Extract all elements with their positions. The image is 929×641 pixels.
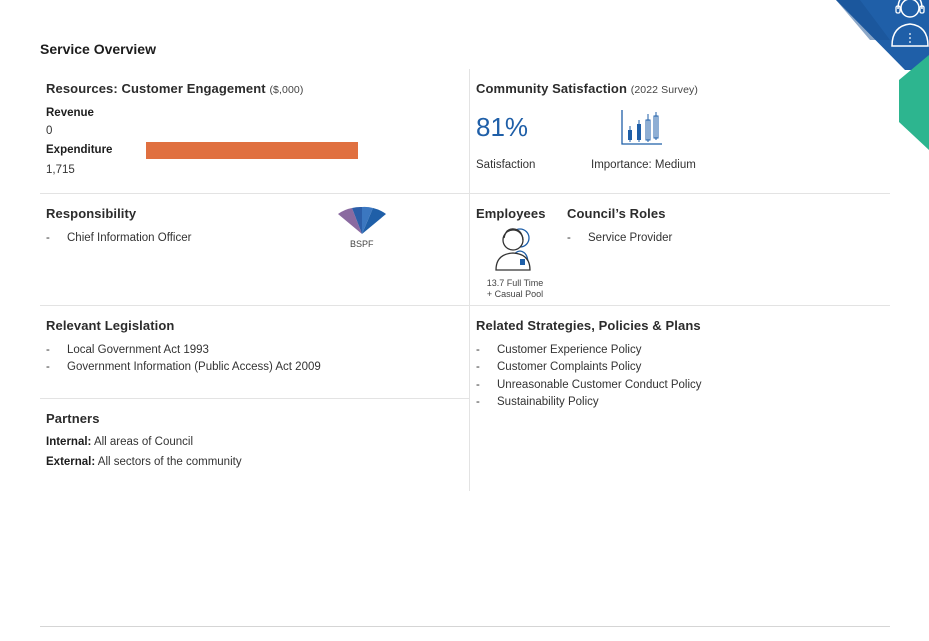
strategies-title: Related Strategies, Policies & Plans (476, 318, 701, 333)
candlestick-chart-icon (620, 108, 664, 146)
bspf-fan-icon (336, 206, 388, 238)
roles-title: Council’s Roles (567, 206, 666, 221)
employees-title: Employees (476, 206, 546, 221)
employee-icon (494, 224, 542, 272)
employees-caption: 13.7 Full Time + Casual Pool (486, 278, 544, 299)
page-title: Service Overview (40, 41, 156, 57)
column-divider (469, 69, 470, 491)
customer-service-icon (888, 0, 929, 50)
row-divider (40, 193, 890, 194)
footer-divider (40, 626, 890, 627)
expenditure-bar (146, 142, 358, 159)
expenditure-value: 1,715 (46, 164, 75, 176)
revenue-label: Revenue (46, 107, 94, 119)
partners-title: Partners (46, 411, 100, 426)
survey-year: (2022 Survey) (630, 84, 698, 96)
partners-internal: Internal: All areas of Council (46, 436, 194, 448)
partners-external: External: All sectors of the community (46, 456, 242, 468)
importance-label: Importance: Medium (591, 159, 696, 171)
satisfaction-title: Community Satisfaction (2022 Survey) (476, 81, 698, 96)
satisfaction-label: Satisfaction (476, 159, 536, 171)
bspf-label: BSPF (350, 239, 374, 249)
legislation-title: Relevant Legislation (46, 318, 175, 333)
resources-title: Resources: Customer Engagement ($,000) (46, 81, 304, 96)
row-divider (40, 398, 469, 399)
responsibility-title: Responsibility (46, 206, 137, 221)
row-divider (40, 305, 890, 306)
expenditure-label: Expenditure (46, 144, 113, 156)
revenue-value: 0 (46, 125, 53, 137)
resources-unit: ($,000) (269, 84, 304, 96)
satisfaction-percent: 81% (476, 112, 529, 142)
